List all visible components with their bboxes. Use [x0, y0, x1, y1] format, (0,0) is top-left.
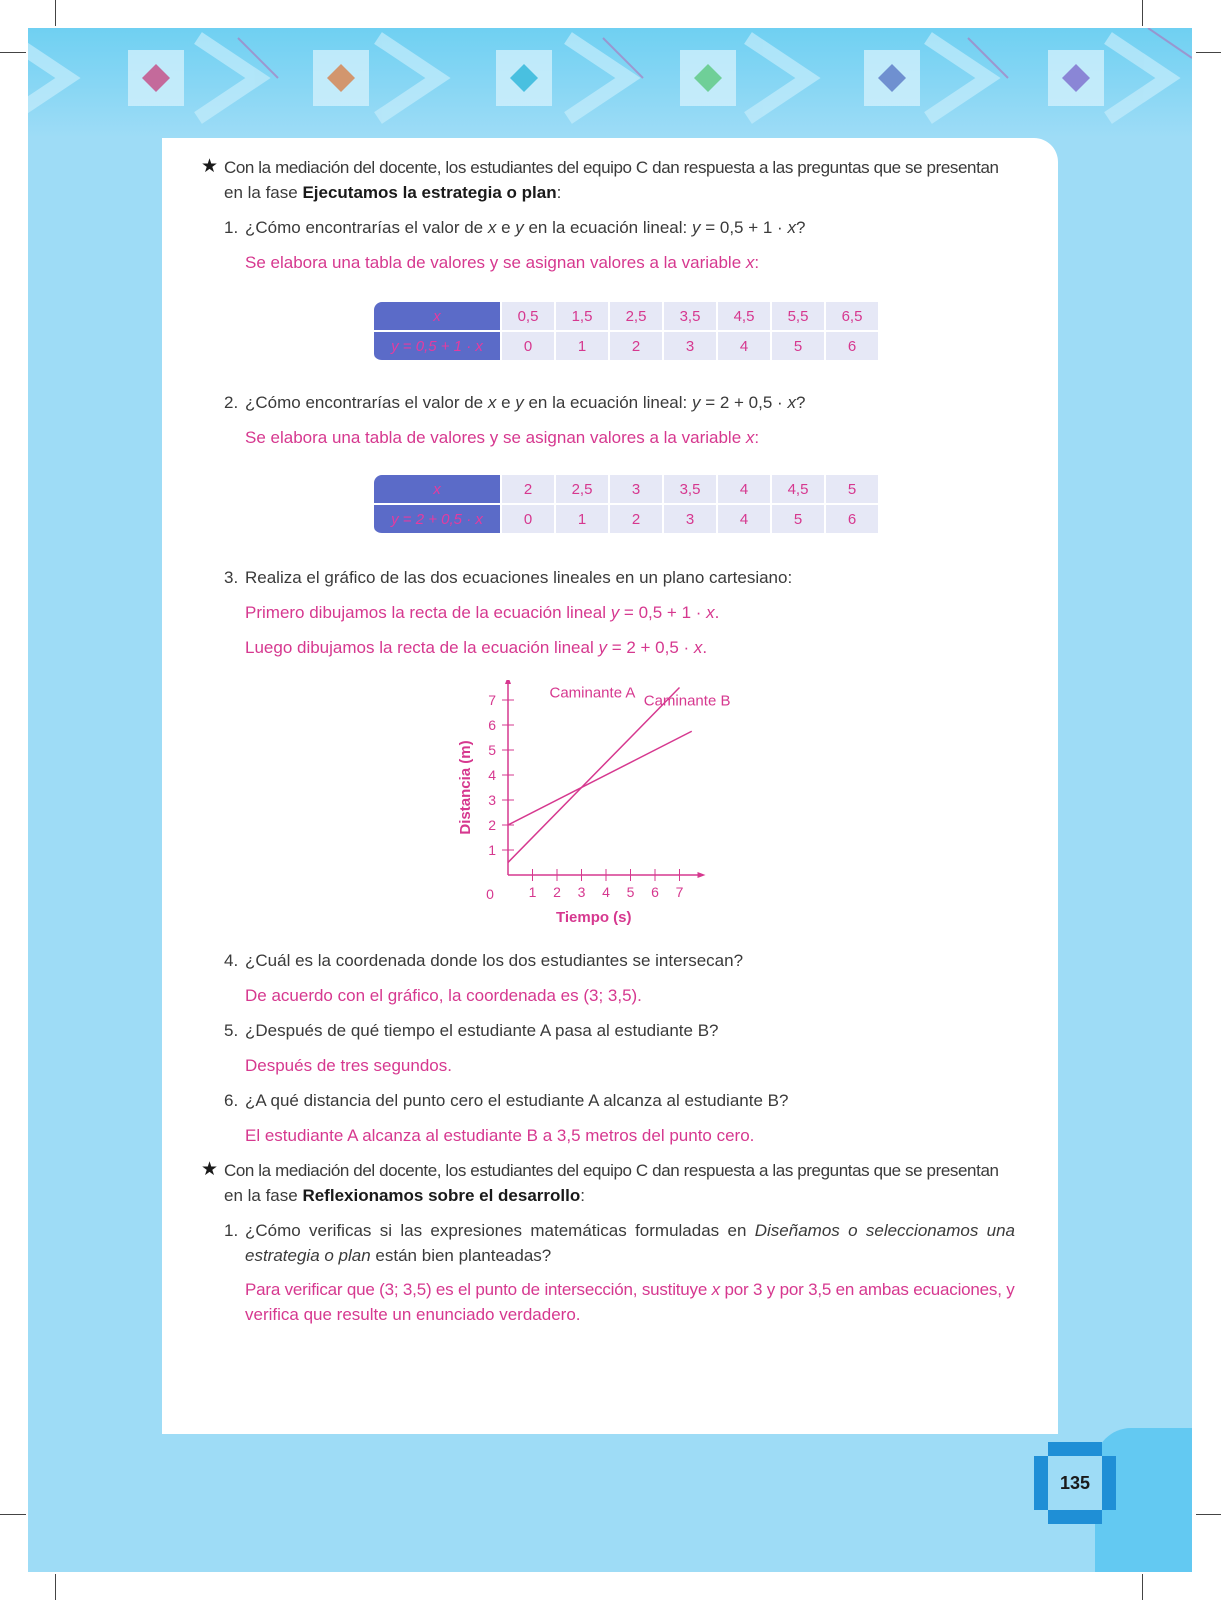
table-cell: 2,5 — [556, 475, 608, 505]
y-axis-label: Distancia (m) — [457, 740, 474, 835]
table-cell: 1,5 — [556, 302, 608, 332]
table-cell: 5,5 — [772, 302, 824, 332]
section1-intro-line2: en la fase Ejecutamos la estrategia o plan: — [224, 183, 562, 202]
answer-2: Se elabora una tabla de valores y se asignan valores a la variable x: — [245, 428, 760, 447]
question-number: 5. — [224, 1021, 239, 1040]
series-label: Caminante B — [643, 692, 731, 710]
table-cell: 2 — [610, 505, 662, 535]
crop-mark — [0, 52, 26, 53]
series-line — [508, 731, 692, 825]
crop-mark — [1142, 0, 1143, 26]
table-header-x: x — [374, 475, 500, 505]
question-2: ¿Cómo encontrarías el valor de x e y en la ecuación lineal: y = 2 + 0,5 · x? — [245, 393, 806, 412]
crop-mark — [0, 1514, 26, 1515]
series-line — [508, 688, 680, 863]
x-tick-label: 6 — [651, 884, 659, 900]
crop-mark — [1196, 52, 1221, 53]
table-cell: 3,5 — [664, 302, 716, 332]
reflection-answer-line2: verifica que resulte un enunciado verdadero. — [245, 1305, 581, 1324]
table-cell: 4 — [718, 505, 770, 535]
line-chart — [440, 680, 760, 940]
crop-mark — [55, 1574, 56, 1600]
table-cell: 4,5 — [772, 475, 824, 505]
table-cell: 3 — [610, 475, 662, 505]
table-cell: 3 — [664, 505, 716, 535]
question-number: 1. — [224, 1221, 239, 1240]
x-tick-label: 7 — [675, 884, 684, 900]
table-cell: 3 — [664, 332, 716, 362]
table-cell: 2 — [610, 332, 662, 362]
y-tick-label: 3 — [488, 792, 496, 808]
y-tick-label: 7 — [488, 692, 496, 708]
table-cell: 4 — [718, 332, 770, 362]
page-number: 135 — [1059, 1473, 1091, 1493]
y-tick-label: 2 — [488, 817, 496, 833]
y-tick-label: 4 — [488, 767, 496, 783]
crop-mark — [1142, 1574, 1143, 1600]
reflection-question-line1: ¿Cómo verificas si las expresiones matemáticas formuladas en Diseñamos o seleccionamos una — [245, 1221, 1016, 1240]
answer-4: De acuerdo con el gráfico, la coordenada es (3; 3,5). — [245, 986, 642, 1005]
table-cell: 0,5 — [502, 302, 554, 332]
table-cell: 2,5 — [610, 302, 662, 332]
x-tick-label: 4 — [602, 884, 610, 900]
table-cell: 1 — [556, 332, 608, 362]
question-3: Realiza el gráfico de las dos ecuaciones lineales en un plano cartesiano: — [245, 568, 793, 587]
table-header-y: y = 0,5 + 1 · x — [374, 332, 500, 362]
reflection-answer-line1: Para verificar que (3; 3,5) es el punto de intersección, sustituye x por 3 y por 3,5 en ambas ecuaciones, y — [245, 1280, 1015, 1299]
question-1: ¿Cómo encontrarías el valor de x e y en la ecuación lineal: y = 0,5 + 1 · x? — [245, 218, 806, 237]
question-4: ¿Cuál es la coordenada donde los dos estudiantes se intersecan? — [245, 951, 744, 970]
decorative-banner — [28, 28, 1192, 138]
table-cell: 6,5 — [826, 302, 878, 332]
x-axis-arrow-icon — [698, 872, 706, 878]
y-axis-arrow-icon — [505, 680, 511, 684]
table-header-x: x — [374, 302, 500, 332]
answer-3-line2: Luego dibujamos la recta de la ecuación lineal y = 2 + 0,5 · x. — [245, 638, 708, 657]
question-6: ¿A qué distancia del punto cero el estudiante A alcanza al estudiante B? — [245, 1091, 789, 1110]
star-icon: ★ — [201, 156, 219, 177]
answer-1: Se elabora una tabla de valores y se asignan valores a la variable x: — [245, 253, 760, 272]
question-number: 1. — [224, 218, 239, 237]
answer-6: El estudiante A alcanza al estudiante B a 3,5 metros del punto cero. — [245, 1126, 755, 1145]
table-cell: 4 — [718, 475, 770, 505]
x-tick-label: 3 — [577, 884, 586, 900]
question-number: 3. — [224, 568, 239, 587]
table-cell: 1 — [556, 505, 608, 535]
table-cell: 3,5 — [664, 475, 716, 505]
values-table-2 — [372, 475, 880, 535]
question-number: 6. — [224, 1091, 239, 1110]
answer-3-line1: Primero dibujamos la recta de la ecuación lineal y = 0,5 + 1 · x. — [245, 603, 720, 622]
x-axis-label: Tiempo (s) — [555, 909, 632, 926]
table-cell: 6 — [826, 505, 878, 535]
crop-mark — [55, 0, 56, 26]
y-tick-label: 5 — [488, 742, 496, 758]
section1-intro-line1: Con la mediación del docente, los estudiantes del equipo C dan respuesta a las preguntas que se presentan — [224, 158, 999, 177]
table-cell: 2 — [502, 475, 554, 505]
x-tick-label: 1 — [528, 884, 537, 900]
section2-intro-line2: en la fase Reflexionamos sobre el desarrollo: — [224, 1186, 585, 1205]
table-cell: 5 — [772, 332, 824, 362]
star-icon: ★ — [201, 1159, 219, 1180]
crop-mark — [1196, 1514, 1221, 1515]
question-5: ¿Después de qué tiempo el estudiante A pasa al estudiante B? — [245, 1021, 719, 1040]
table-cell: 4,5 — [718, 302, 770, 332]
table-cell: 0 — [502, 332, 554, 362]
question-number: 4. — [224, 951, 239, 970]
answer-5: Después de tres segundos. — [245, 1056, 452, 1075]
x-tick-label: 5 — [626, 884, 635, 900]
table-cell: 6 — [826, 332, 878, 362]
table-cell: 5 — [772, 505, 824, 535]
y-tick-label: 6 — [488, 717, 496, 733]
x-tick-label: 2 — [553, 884, 561, 900]
values-table-1 — [372, 302, 880, 362]
y-tick-label: 1 — [488, 842, 496, 858]
reflection-question-line2: estrategia o plan están bien planteadas? — [245, 1246, 552, 1265]
table-header-y: y = 2 + 0,5 · x — [374, 505, 500, 535]
origin-label: 0 — [486, 886, 494, 902]
series-label: Caminante A — [549, 684, 636, 702]
table-cell: 5 — [826, 475, 878, 505]
table-cell: 0 — [502, 505, 554, 535]
section2-intro-line1: Con la mediación del docente, los estudiantes del equipo C dan respuesta a las preguntas que se presentan — [224, 1161, 999, 1180]
question-number: 2. — [224, 393, 239, 412]
